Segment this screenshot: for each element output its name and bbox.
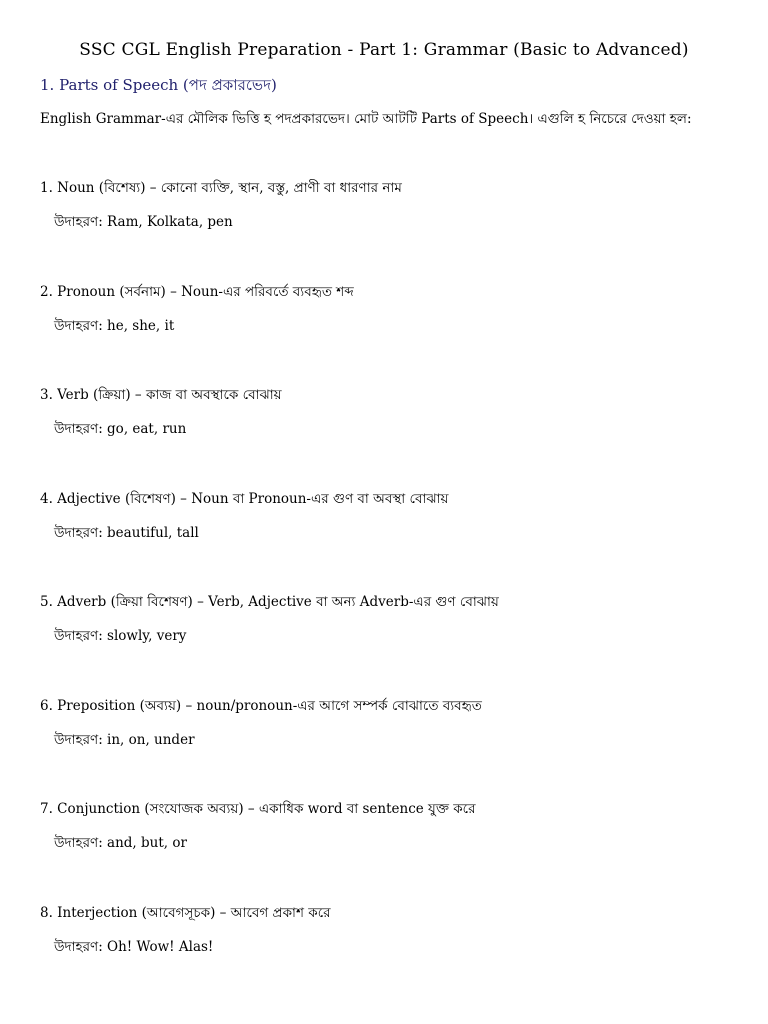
- item-example: উদাহরণ: beautiful, tall: [54, 525, 199, 541]
- item-example: উদাহরণ: go, eat, run: [54, 421, 187, 437]
- list-item-preposition: [40, 697, 760, 749]
- item-definition: 7. Conjunction (সংযোজক অব্যয়) – একাধিক word বা sentence যুক্ত করে: [40, 801, 476, 817]
- item-example: উদাহরণ: slowly, very: [54, 628, 187, 644]
- item-definition: 6. Preposition (অব্যয়) – noun/pronoun-এর আগে সম্পর্ক বোঝাতে ব্যবহৃত: [40, 698, 482, 714]
- document-title: SSC CGL English Preparation - Part 1: Grammar (Basic to Advanced): [79, 40, 689, 60]
- intro-paragraph: English Grammar-এর মৌলিক ভিত্তি হ পদপ্রকারভেদ। মোট আটটি Parts of Speech। এগুলি হ নিচেরে দেওয়া হল:: [40, 111, 692, 127]
- item-definition: 4. Adjective (বিশেষণ) – Noun বা Pronoun-এর গুণ বা অবস্থা বোঝায়: [40, 491, 449, 507]
- list-item-adverb: [40, 593, 760, 645]
- list-item-noun: [40, 179, 760, 231]
- item-example: উদাহরণ: in, on, under: [54, 732, 195, 748]
- item-definition: 3. Verb (ক্রিয়া) – কাজ বা অবস্থাকে বোঝায়: [40, 387, 282, 403]
- item-definition: 2. Pronoun (সর্বনাম) – Noun-এর পরিবর্তে ব্যবহৃত শব্দ: [40, 284, 354, 300]
- item-example: উদাহরণ: Oh! Wow! Alas!: [54, 939, 214, 955]
- item-example: উদাহরণ: he, she, it: [54, 318, 175, 334]
- item-definition: 5. Adverb (ক্রিয়া বিশেষণ) – Verb, Adjective বা অন্য Adverb-এর গুণ বোঝায়: [40, 594, 499, 610]
- list-item-interjection: [40, 904, 760, 956]
- list-item-conjunction: [40, 800, 760, 852]
- list-item-pronoun: [40, 283, 760, 335]
- item-example: উদাহরণ: and, but, or: [54, 835, 187, 851]
- item-definition: 1. Noun (বিশেষ্য) – কোনো ব্যক্তি, স্থান, বস্তু, প্রাণী বা ধারণার নাম: [40, 180, 402, 196]
- item-example: উদাহরণ: Ram, Kolkata, pen: [54, 214, 233, 230]
- item-definition: 8. Interjection (আবেগসূচক) – আবেগ প্রকাশ করে: [40, 905, 331, 921]
- section-heading: 1. Parts of Speech (পদ প্রকারভেদ): [40, 76, 277, 94]
- list-item-verb: [40, 386, 760, 438]
- list-item-adjective: [40, 490, 760, 542]
